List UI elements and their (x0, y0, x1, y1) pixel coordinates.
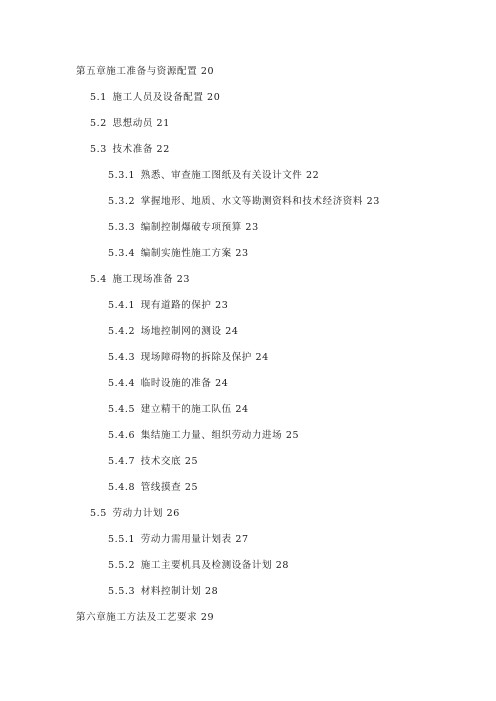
toc-title: 临时设施的准备 (140, 378, 212, 389)
toc-number: 5.5.1 (108, 534, 139, 545)
toc-number: 5.4.8 (108, 482, 139, 493)
toc-entry-chapter-6[interactable] (76, 612, 214, 624)
toc-page-number: 24 (231, 404, 249, 415)
toc-title: 编制实施性施工方案 (140, 248, 232, 259)
toc-entry-5-4[interactable] (90, 274, 190, 286)
toc-entry-5-3[interactable] (90, 144, 170, 156)
toc-page-number: 23 (173, 274, 191, 285)
toc-title: 劳动力需用量计划表 (140, 534, 232, 545)
toc-entry-5-3-1[interactable] (108, 170, 319, 182)
toc-page-number: 28 (272, 560, 290, 571)
toc-entry-chapter-5[interactable] (76, 66, 214, 78)
toc-title: 场地控制网的测设 (140, 326, 222, 337)
toc-title: 技术交底 (140, 456, 182, 467)
toc-title: 材料控制计划 (140, 586, 202, 597)
toc-title: 劳动力计划 (112, 508, 164, 519)
toc-entry-5-5[interactable] (90, 508, 180, 520)
toc-entry-5-3-4[interactable] (108, 248, 249, 260)
toc-title: 现有道路的保护 (140, 300, 212, 311)
toc-page-number: 24 (211, 378, 229, 389)
toc-page-number: 25 (282, 430, 300, 441)
toc-entry-5-4-8[interactable] (108, 482, 198, 494)
toc-title: 施工现场准备 (112, 274, 174, 285)
toc-title: 熟悉、审查施工图纸及有关设计文件 (140, 170, 303, 181)
toc-page-number: 24 (221, 326, 239, 337)
toc-page-number: 22 (152, 144, 170, 155)
toc-title: 现场障碍物的拆除及保护 (140, 352, 252, 363)
toc-entry-5-5-2[interactable] (108, 560, 289, 572)
toc-entry-5-4-2[interactable] (108, 326, 239, 338)
toc-number: 5.4.2 (108, 326, 139, 337)
toc-number: 5.5 (90, 508, 111, 519)
toc-page-number: 21 (152, 118, 170, 129)
toc-page-number: 28 (201, 586, 219, 597)
toc-title: 施工人员及设备配置 (112, 92, 204, 103)
toc-entry-5-5-3[interactable] (108, 586, 218, 598)
toc-page-number: 25 (181, 482, 199, 493)
toc-entry-5-3-3[interactable] (108, 222, 259, 234)
toc-page-number: 23 (363, 196, 380, 207)
toc-number: 5.2 (90, 118, 111, 129)
toc-entry-5-4-3[interactable] (108, 352, 269, 364)
toc-number: 5.3.4 (108, 248, 139, 259)
toc-number: 5.4 (90, 274, 111, 285)
toc-page-number: 22 (302, 170, 320, 181)
toc-title: 第五章施工准备与资源配置 (76, 66, 198, 77)
toc-page-number: 24 (251, 352, 269, 363)
toc-number: 5.4.3 (108, 352, 139, 363)
toc-title: 技术准备 (112, 144, 153, 155)
toc-entry-5-4-6[interactable] (108, 430, 299, 442)
toc-entry-5-4-5[interactable] (108, 404, 249, 416)
toc-title: 施工主要机具及检测设备计划 (140, 560, 273, 571)
toc-page-number: 23 (211, 300, 229, 311)
toc-number: 5.4.1 (108, 300, 139, 311)
toc-number: 5.5.2 (108, 560, 139, 571)
toc-number: 5.3.1 (108, 170, 139, 181)
toc-entry-5-2[interactable] (90, 118, 170, 130)
toc-page-number: 20 (203, 92, 221, 103)
toc-number: 5.4.5 (108, 404, 139, 415)
toc-title: 管线摸查 (140, 482, 182, 493)
toc-page-number: 29 (197, 612, 215, 623)
toc-number: 5.3.2 (108, 196, 139, 207)
toc-number: 5.1 (90, 92, 111, 103)
toc-number: 5.4.4 (108, 378, 139, 389)
toc-page-number: 23 (241, 222, 259, 233)
toc-title: 集结施工力量、组织劳动力进场 (140, 430, 283, 441)
toc-number: 5.3.3 (108, 222, 139, 233)
toc-entry-5-4-1[interactable] (108, 300, 228, 312)
toc-entry-5-4-7[interactable] (108, 456, 198, 468)
toc-page-number: 27 (231, 534, 249, 545)
toc-title: 第六章施工方法及工艺要求 (76, 612, 198, 623)
toc-page-number: 20 (197, 66, 215, 77)
toc-page-number: 26 (163, 508, 180, 519)
toc-entry-5-1[interactable] (90, 92, 220, 104)
toc-page-number: 25 (181, 456, 199, 467)
toc-title: 掌握地形、地质、水文等勘测资料和技术经济资料 (140, 196, 363, 207)
toc-number: 5.4.7 (108, 456, 139, 467)
toc-entry-5-5-1[interactable] (108, 534, 249, 546)
toc-title: 建立精干的施工队伍 (140, 404, 232, 415)
toc-entry-5-4-4[interactable] (108, 378, 228, 390)
toc-number: 5.4.6 (108, 430, 139, 441)
toc-number: 5.5.3 (108, 586, 139, 597)
toc-page-number: 23 (231, 248, 249, 259)
toc-entry-5-3-2[interactable] (108, 196, 380, 208)
toc-title: 编制控制爆破专项预算 (140, 222, 242, 233)
toc-title: 思想动员 (112, 118, 153, 129)
toc-number: 5.3 (90, 144, 111, 155)
